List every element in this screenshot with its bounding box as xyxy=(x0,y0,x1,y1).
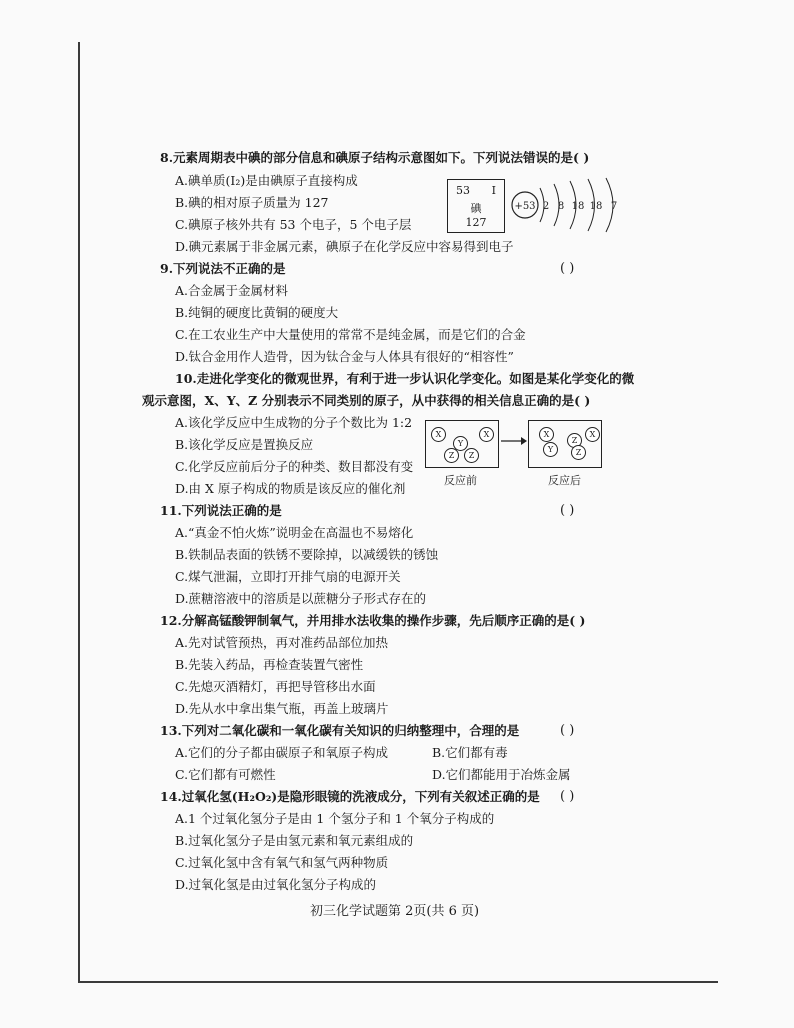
q8-stem: 8.元素周期表中碘的部分信息和碘原子结构示意图如下。下列说法错误的是( ) xyxy=(160,150,590,165)
q13-option-d: D.它们都能用于冶炼金属 xyxy=(432,767,571,782)
q12-option-c: C.先熄灭酒精灯，再把导管移出水面 xyxy=(175,679,376,694)
atom-z: Z xyxy=(444,448,459,463)
atom-z: Z xyxy=(567,433,582,448)
q11-option-a: A.“真金不怕火炼”说明金在高温也不易熔化 xyxy=(175,525,414,540)
element-name: 碘 xyxy=(470,202,482,215)
q14-option-b: B.过氧化氢分子是由氢元素和氧元素组成的 xyxy=(175,833,414,848)
q12-option-d: D.先从水中拿出集气瓶，再盖上玻璃片 xyxy=(175,701,389,716)
q14-option-a: A.1 个过氧化氢分子是由 1 个氢分子和 1 个氧分子构成的 xyxy=(175,811,495,826)
atom-structure-diagram xyxy=(508,176,630,236)
atom-y: Y xyxy=(543,442,558,457)
atom-z: Z xyxy=(571,445,586,460)
scan-border-left xyxy=(78,42,80,982)
q10-option-d: D.由 X 原子构成的物质是该反应的催化剂 xyxy=(175,481,406,496)
atom-x: X xyxy=(479,427,494,442)
q9-option-b: B.纯铜的硬度比黄铜的硬度大 xyxy=(175,305,339,320)
after-label: 反应后 xyxy=(548,474,581,487)
q13-option-b: B.它们都有毒 xyxy=(432,745,508,760)
atomic-mass: 127 xyxy=(465,216,487,229)
q10-option-c: C.化学反应前后分子的种类、数目都没有变 xyxy=(175,459,414,474)
q11-answer-paren: ( ) xyxy=(560,503,575,518)
before-label: 反应前 xyxy=(444,474,477,487)
nucleus-charge: +53 xyxy=(514,201,536,212)
q9-option-d: D.钛合金用作人造骨，因为钛合金与人体具有很好的“相容性” xyxy=(175,349,514,364)
q11-option-d: D.蔗糖溶液中的溶质是以蔗糖分子形式存在的 xyxy=(175,591,427,606)
atom-x: X xyxy=(585,427,600,442)
q11-option-b: B.铁制品表面的铁锈不要除掉，以减缓铁的锈蚀 xyxy=(175,547,439,562)
scan-border-bottom xyxy=(78,981,718,983)
q12-option-a: A.先对试管预热，再对准药品部位加热 xyxy=(175,635,389,650)
q14-option-d: D.过氧化氢是由过氧化氢分子构成的 xyxy=(175,877,377,892)
reaction-after-box xyxy=(528,420,602,468)
atom-y: Y xyxy=(453,436,468,451)
q12-stem: 12.分解高锰酸钾制氧气，并用排水法收集的操作步骤，先后顺序正确的是( ) xyxy=(160,613,586,628)
reaction-arrow xyxy=(500,434,528,448)
q8-option-c: C.碘原子核外共有 53 个电子，5 个电子层 xyxy=(175,217,412,232)
shell-count-3: 18 xyxy=(571,201,585,212)
q8-option-a: A.碘单质(I₂)是由碘原子直接构成 xyxy=(175,173,358,188)
atomic-number: 53 xyxy=(456,184,470,197)
page-footer: 初三化学试题第 2页(共 6 页) xyxy=(310,904,480,919)
shell-count-1: 2 xyxy=(542,201,550,212)
q13-option-a: A.它们的分子都由碳原子和氧原子构成 xyxy=(175,745,389,760)
element-symbol: I xyxy=(491,184,496,197)
q10-stem-line1: 10.走进化学变化的微观世界，有利于进一步认识化学变化。如图是某化学变化的微 xyxy=(175,371,635,386)
shell-count-4: 18 xyxy=(589,201,603,212)
atom-x: X xyxy=(539,427,554,442)
q14-option-c: C.过氧化氢中含有氧气和氢气两种物质 xyxy=(175,855,389,870)
q9-option-a: A.合金属于金属材料 xyxy=(175,283,289,298)
q9-answer-paren: ( ) xyxy=(560,261,575,276)
q9-option-c: C.在工农业生产中大量使用的常常不是纯金属，而是它们的合金 xyxy=(175,327,526,342)
q10-stem-line2: 观示意图，X、Y、Z 分别表示不同类别的原子，从中获得的相关信息正确的是( ) xyxy=(142,393,591,408)
q8-option-d: D.碘元素属于非金属元素，碘原子在化学反应中容易得到电子 xyxy=(175,239,514,254)
q13-option-c: C.它们都有可燃性 xyxy=(175,767,276,782)
q10-option-a: A.该化学反应中生成物的分子个数比为 1:2 xyxy=(175,415,413,430)
q11-option-c: C.煤气泄漏，立即打开排气扇的电源开关 xyxy=(175,569,401,584)
q13-answer-paren: ( ) xyxy=(560,723,575,738)
shell-count-5: 7 xyxy=(610,201,618,212)
q10-option-b: B.该化学反应是置换反应 xyxy=(175,437,314,452)
q8-option-b: B.碘的相对原子质量为 127 xyxy=(175,195,329,210)
reaction-before-box xyxy=(425,420,499,468)
iodine-element-card xyxy=(447,179,505,233)
q11-stem: 11.下列说法正确的是 xyxy=(160,503,282,518)
q13-stem: 13.下列对二氧化碳和一氧化碳有关知识的归纳整理中，合理的是 xyxy=(160,723,520,738)
atom-x: X xyxy=(431,427,446,442)
q9-stem: 9.下列说法不正确的是 xyxy=(160,261,286,276)
q14-stem: 14.过氧化氢(H₂O₂)是隐形眼镜的洗液成分，下列有关叙述正确的是 xyxy=(160,789,540,804)
atom-z: Z xyxy=(464,448,479,463)
q12-option-b: B.先装入药品，再检查装置气密性 xyxy=(175,657,364,672)
q14-answer-paren: ( ) xyxy=(560,789,575,804)
shell-count-2: 8 xyxy=(557,201,565,212)
